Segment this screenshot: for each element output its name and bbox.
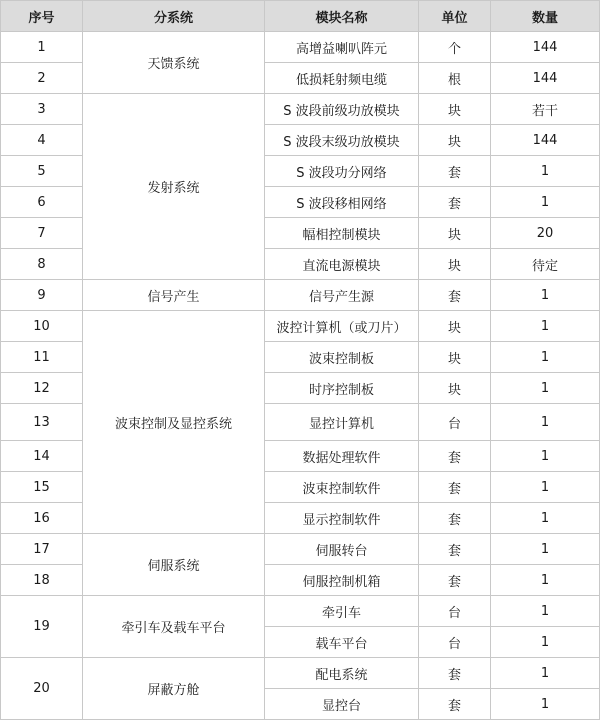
header-qty: 数量 xyxy=(491,1,600,32)
cell-unit: 套 xyxy=(419,187,491,218)
cell-module: 时序控制板 xyxy=(265,373,419,404)
cell-no: 13 xyxy=(1,404,83,441)
cell-no: 14 xyxy=(1,441,83,472)
cell-no: 18 xyxy=(1,565,83,596)
table-row xyxy=(1,32,600,63)
cell-qty: 1 xyxy=(491,404,600,441)
cell-module: S 波段移相网络 xyxy=(265,187,419,218)
header-subsystem: 分系统 xyxy=(83,1,265,32)
cell-qty: 1 xyxy=(491,342,600,373)
table-row xyxy=(1,596,600,627)
table-row xyxy=(1,534,600,565)
cell-subsystem: 屏蔽方舱 xyxy=(83,658,265,720)
table-row xyxy=(1,94,600,125)
cell-unit: 套 xyxy=(419,534,491,565)
cell-no: 5 xyxy=(1,156,83,187)
cell-module: 数据处理软件 xyxy=(265,441,419,472)
cell-module: 显控计算机 xyxy=(265,404,419,441)
cell-unit: 根 xyxy=(419,63,491,94)
cell-subsystem: 信号产生 xyxy=(83,280,265,311)
cell-qty: 1 xyxy=(491,534,600,565)
cell-no: 10 xyxy=(1,311,83,342)
cell-module: 显示控制软件 xyxy=(265,503,419,534)
cell-module: 波控计算机（或刀片） xyxy=(265,311,419,342)
cell-module: 高增益喇叭阵元 xyxy=(265,32,419,63)
header-module: 模块名称 xyxy=(265,1,419,32)
cell-no: 15 xyxy=(1,472,83,503)
cell-qty: 1 xyxy=(491,472,600,503)
cell-no: 4 xyxy=(1,125,83,156)
cell-no: 12 xyxy=(1,373,83,404)
table-row xyxy=(1,658,600,689)
cell-no: 9 xyxy=(1,280,83,311)
cell-module: 载车平台 xyxy=(265,627,419,658)
cell-unit: 块 xyxy=(419,94,491,125)
cell-unit: 套 xyxy=(419,689,491,720)
cell-unit: 块 xyxy=(419,249,491,280)
cell-unit: 套 xyxy=(419,441,491,472)
cell-qty: 1 xyxy=(491,311,600,342)
cell-qty: 144 xyxy=(491,32,600,63)
cell-qty: 1 xyxy=(491,187,600,218)
cell-unit: 套 xyxy=(419,472,491,503)
cell-qty: 144 xyxy=(491,63,600,94)
cell-module: 伺服转台 xyxy=(265,534,419,565)
cell-subsystem: 波束控制及显控系统 xyxy=(83,311,265,534)
cell-qty: 1 xyxy=(491,280,600,311)
cell-no: 7 xyxy=(1,218,83,249)
cell-qty: 1 xyxy=(491,596,600,627)
cell-module: 直流电源模块 xyxy=(265,249,419,280)
table-row xyxy=(1,311,600,342)
cell-qty: 1 xyxy=(491,565,600,596)
cell-qty: 144 xyxy=(491,125,600,156)
cell-unit: 块 xyxy=(419,373,491,404)
cell-subsystem: 发射系统 xyxy=(83,94,265,280)
cell-unit: 台 xyxy=(419,404,491,441)
cell-no: 8 xyxy=(1,249,83,280)
cell-no: 11 xyxy=(1,342,83,373)
cell-qty: 1 xyxy=(491,658,600,689)
cell-qty: 若干 xyxy=(491,94,600,125)
cell-unit: 个 xyxy=(419,32,491,63)
cell-qty: 1 xyxy=(491,689,600,720)
cell-module: 伺服控制机箱 xyxy=(265,565,419,596)
cell-module: 显控台 xyxy=(265,689,419,720)
header-row xyxy=(1,1,600,32)
cell-qty: 1 xyxy=(491,441,600,472)
cell-module: 波束控制板 xyxy=(265,342,419,373)
cell-module: S 波段末级功放模块 xyxy=(265,125,419,156)
cell-no: 3 xyxy=(1,94,83,125)
cell-module: 信号产生源 xyxy=(265,280,419,311)
cell-no: 1 xyxy=(1,32,83,63)
table-row xyxy=(1,280,600,311)
cell-unit: 套 xyxy=(419,658,491,689)
cell-unit: 套 xyxy=(419,503,491,534)
cell-no: 2 xyxy=(1,63,83,94)
cell-unit: 套 xyxy=(419,565,491,596)
cell-module: 波束控制软件 xyxy=(265,472,419,503)
cell-no: 16 xyxy=(1,503,83,534)
cell-module: 幅相控制模块 xyxy=(265,218,419,249)
cell-no: 17 xyxy=(1,534,83,565)
header-no: 序号 xyxy=(1,1,83,32)
cell-unit: 套 xyxy=(419,156,491,187)
cell-qty: 1 xyxy=(491,373,600,404)
cell-no: 19 xyxy=(1,596,83,658)
cell-qty: 20 xyxy=(491,218,600,249)
cell-unit: 块 xyxy=(419,218,491,249)
cell-qty: 1 xyxy=(491,503,600,534)
cell-module: 配电系统 xyxy=(265,658,419,689)
cell-unit: 套 xyxy=(419,280,491,311)
cell-qty: 待定 xyxy=(491,249,600,280)
cell-qty: 1 xyxy=(491,627,600,658)
cell-no: 6 xyxy=(1,187,83,218)
cell-module: 牵引车 xyxy=(265,596,419,627)
cell-unit: 块 xyxy=(419,125,491,156)
header-unit: 单位 xyxy=(419,1,491,32)
cell-module: S 波段前级功放模块 xyxy=(265,94,419,125)
cell-qty: 1 xyxy=(491,156,600,187)
cell-subsystem: 天馈系统 xyxy=(83,32,265,94)
cell-unit: 台 xyxy=(419,596,491,627)
cell-no: 20 xyxy=(1,658,83,720)
cell-subsystem: 伺服系统 xyxy=(83,534,265,596)
cell-unit: 块 xyxy=(419,311,491,342)
cell-module: S 波段功分网络 xyxy=(265,156,419,187)
cell-unit: 块 xyxy=(419,342,491,373)
cell-module: 低损耗射频电缆 xyxy=(265,63,419,94)
cell-unit: 台 xyxy=(419,627,491,658)
cell-subsystem: 牵引车及载车平台 xyxy=(83,596,265,658)
